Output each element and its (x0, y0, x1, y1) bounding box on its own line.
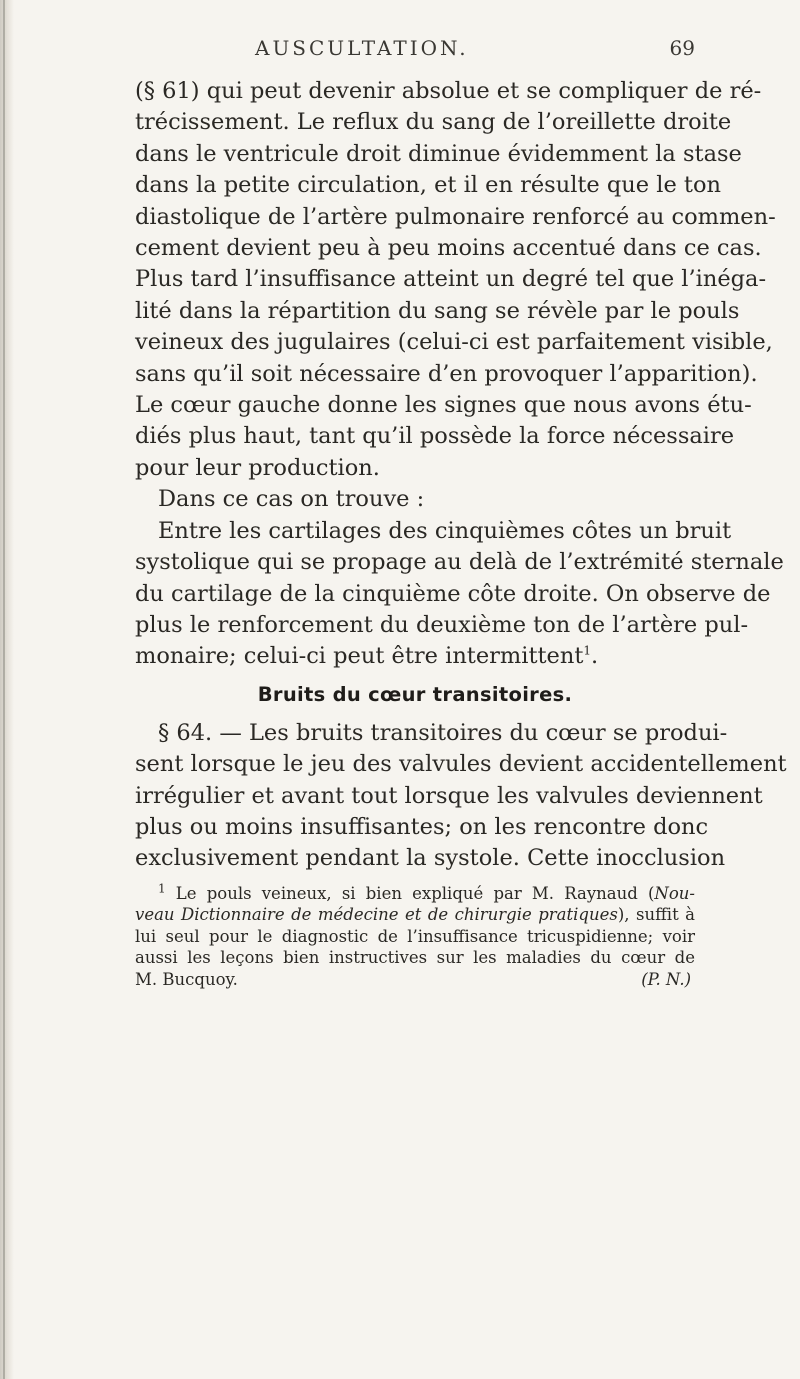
text-line: Le cœur gauche donne les signes que nous avons étu- (135, 392, 752, 419)
text-line: sans qu’il soit nécessaire d’en provoquer l’apparition). (135, 360, 758, 387)
text-line: § 64. — Les bruits transitoires du cœur se produi- (158, 719, 728, 746)
text-line: irrégulier et avant tout lorsque les valvules deviennent (135, 782, 763, 809)
footnote-marker: 1 (158, 881, 166, 896)
section-heading: Bruits du cœur transitoires. (257, 682, 573, 706)
text-line: diastolique de l’artère pulmonaire renforcé au commen- (135, 203, 776, 230)
footnote-line: aussi les leçons bien instructives sur les maladies du cœur de (135, 948, 695, 968)
text-line: plus le renforcement du deuxième ton de l’artère pul- (135, 611, 749, 638)
page-number: 69 (669, 36, 695, 60)
text-line: trécissement. Le reflux du sang de l’oreillette droite (135, 109, 732, 136)
footnote-line (135, 904, 695, 926)
text-line: Plus tard l’insuffisance atteint un degré tel que l’inéga- (135, 266, 767, 293)
footnote-title-italic: veau Dictionnaire de médecine et de chirurgie pratiques (135, 905, 618, 925)
text-line: dans le ventricule droit diminue évidemment la stase (135, 140, 742, 167)
footnote-text: M. Bucquoy. (135, 969, 238, 989)
book-page (135, 36, 787, 990)
footnote-line (135, 883, 695, 905)
text-line: lité dans la répartition du sang se révèle par le pouls (135, 297, 740, 324)
text-line: sent lorsque le jeu des valvules devient accidentellement (135, 751, 787, 778)
text-line: dans la petite circulation, et il en résulte que le ton (135, 172, 721, 199)
text-line: systolique qui se propage au delà de l’extrémité sternale (135, 549, 784, 576)
footnote-text: ), suffit à (617, 905, 696, 925)
line-text: monaire; celui-ci peut être intermittent (135, 643, 584, 670)
footnote-line (135, 969, 695, 991)
text-line: diés plus haut, tant qu’il possède la force nécessaire (135, 423, 735, 450)
text-line: veineux des jugulaires (celui-ci est parfaitement visible, (135, 329, 773, 356)
footnote-reference: 1 (583, 643, 592, 658)
text-line (135, 641, 695, 672)
paragraph-continuation (135, 76, 776, 484)
paragraph-findings (135, 516, 784, 673)
paragraph-intro: Dans ce cas on trouve : (158, 486, 425, 513)
running-title: AUSCULTATION. (255, 36, 469, 60)
line-end-punctuation: . (591, 643, 599, 670)
footnote (135, 883, 695, 991)
footnote-text: Le pouls veineux, si bien expliqué par M. Raynaud ( (165, 883, 655, 903)
text-line: du cartilage de la cinquième côte droite. On observe de (135, 580, 771, 607)
text-line: plus ou moins insuffisantes; on les rencontre donc (135, 813, 709, 840)
text-line: Entre les cartilages des cinquièmes côtes un bruit (158, 517, 732, 544)
text-line: pour leur production. (135, 454, 380, 481)
text-line: (§ 61) qui peut devenir absolue et se compliquer de ré- (135, 78, 762, 104)
binding-shadow-line (3, 0, 5, 1379)
text-line: exclusivement pendant la systole. Cette inocclusion (135, 845, 726, 872)
footnote-line: lui seul pour le diagnostic de l’insuffisance tricuspidienne; voir (135, 926, 695, 946)
running-head (135, 36, 695, 76)
footnote-title-italic: Nou- (654, 883, 695, 903)
text-line: cement devient peu à peu moins accentué dans ce cas. (135, 235, 762, 262)
paragraph-section-64 (135, 718, 787, 875)
footnote-signature: (P. N.) (641, 969, 691, 989)
